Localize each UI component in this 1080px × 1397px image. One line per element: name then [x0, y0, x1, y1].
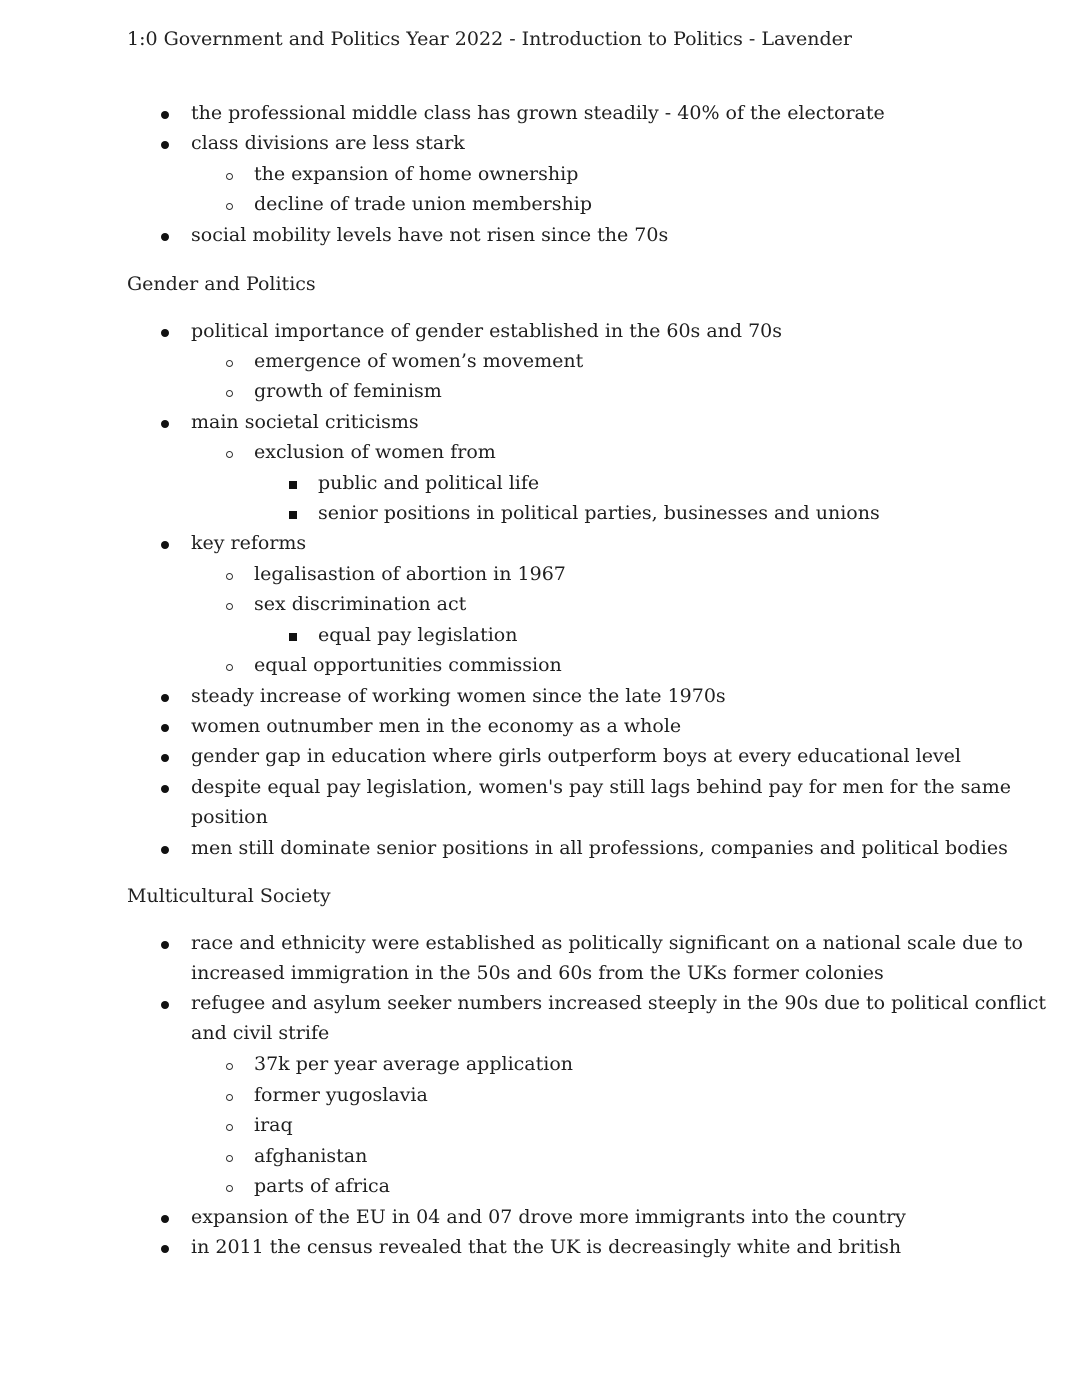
bullet-square-icon	[283, 498, 303, 528]
bullet-dot-icon	[155, 988, 175, 1018]
bullet-dot-icon	[155, 528, 175, 558]
list-item-continuation: position	[191, 806, 268, 828]
bullet-square-icon	[283, 620, 303, 650]
list-item-continuation: and civil strife	[191, 1022, 330, 1044]
bullet-circle-icon	[219, 1141, 239, 1171]
bullet-circle-icon	[219, 650, 239, 680]
bullet-circle-icon	[219, 589, 239, 619]
bullet-dot-icon	[155, 407, 175, 437]
bullet-dot-icon	[155, 220, 175, 250]
bullet-circle-icon	[219, 1171, 239, 1201]
bullet-dot-icon	[155, 681, 175, 711]
bullet-dot-icon	[155, 711, 175, 741]
bullet-square-icon	[283, 468, 303, 498]
bullet-circle-icon	[219, 559, 239, 589]
bullet-circle-icon	[219, 437, 239, 467]
bullet-dot-icon	[155, 98, 175, 128]
section-heading-multicultural: Multicultural Society	[127, 885, 331, 907]
bullet-circle-icon	[219, 1080, 239, 1110]
page-header: 1:0 Government and Politics Year 2022 - Introduction to Politics - Lavender	[127, 28, 852, 50]
bullet-dot-icon	[155, 128, 175, 158]
bullet-circle-icon	[219, 189, 239, 219]
bullet-circle-icon	[219, 376, 239, 406]
bullet-circle-icon	[219, 159, 239, 189]
bullet-circle-icon	[219, 1110, 239, 1140]
list-item-continuation: increased immigration in the 50s and 60s from the UKs former colonies	[191, 962, 884, 984]
bullet-dot-icon	[155, 833, 175, 863]
bullet-dot-icon	[155, 1232, 175, 1262]
bullet-dot-icon	[155, 928, 175, 958]
section-heading-gender: Gender and Politics	[127, 273, 316, 295]
bullet-dot-icon	[155, 1202, 175, 1232]
bullet-dot-icon	[155, 316, 175, 346]
bullet-circle-icon	[219, 346, 239, 376]
bullet-circle-icon	[219, 1049, 239, 1079]
bullet-dot-icon	[155, 772, 175, 802]
bullet-dot-icon	[155, 741, 175, 771]
